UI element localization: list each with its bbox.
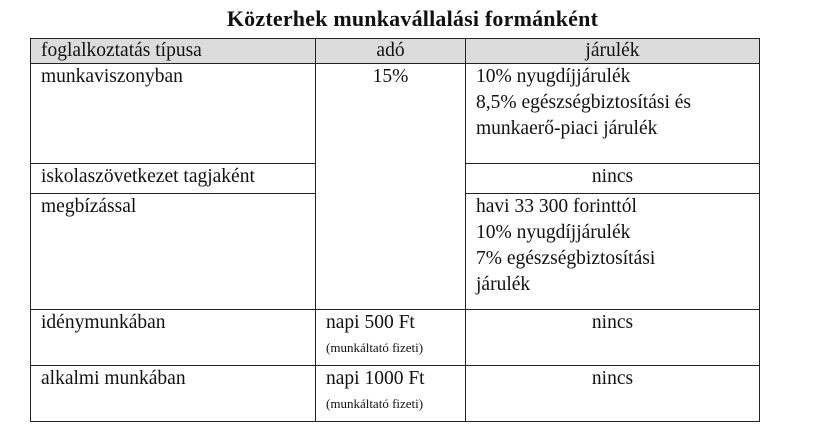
employment-type-cell: munkaviszonyban — [31, 64, 316, 164]
contribution-line: 10% nyugdíjjárulék — [476, 66, 631, 87]
tax-cell — [316, 310, 466, 366]
contribution-line: 8,5% egészségbiztosítási és — [476, 92, 691, 113]
contribution-line: munkaerő-piaci járulék — [476, 118, 658, 139]
tax-note: (munkáltató fizeti) — [326, 340, 424, 355]
header-tax: adó — [316, 39, 466, 64]
employment-type-cell: iskolaszövetkezet tagjaként — [31, 164, 316, 194]
shared-tax-cell: 15% — [316, 64, 466, 310]
employment-type-cell: alkalmi munkában — [31, 366, 316, 422]
tax-amount: napi 500 Ft — [326, 312, 415, 333]
table-row — [31, 310, 760, 366]
table-title: Közterhek munkavállalási formánként — [226, 6, 599, 31]
contribution-cell — [466, 194, 760, 310]
contribution-cell: nincs — [466, 310, 760, 366]
contribution-cell: nincs — [466, 164, 760, 194]
contribution-line: járulék — [476, 274, 531, 295]
contribution-line: 10% nyugdíjjárulék — [476, 222, 631, 243]
tax-amount: napi 1000 Ft — [326, 368, 425, 389]
header-row — [31, 39, 760, 64]
employment-type-cell: idénymunkában — [31, 310, 316, 366]
contribution-cell — [466, 64, 760, 164]
tax-cell — [316, 366, 466, 422]
contribution-cell: nincs — [466, 366, 760, 422]
employment-type-cell: megbízással — [31, 194, 316, 310]
contribution-line: havi 33 300 forinttól — [476, 196, 637, 217]
table-row — [31, 366, 760, 422]
public-charges-table — [30, 38, 760, 422]
contribution-line: 7% egészségbiztosítási — [476, 248, 656, 269]
header-contribution: járulék — [466, 39, 760, 64]
tax-note: (munkáltató fizeti) — [326, 396, 424, 411]
header-employment-type: foglalkoztatás típusa — [31, 39, 316, 64]
table-row — [31, 64, 760, 164]
